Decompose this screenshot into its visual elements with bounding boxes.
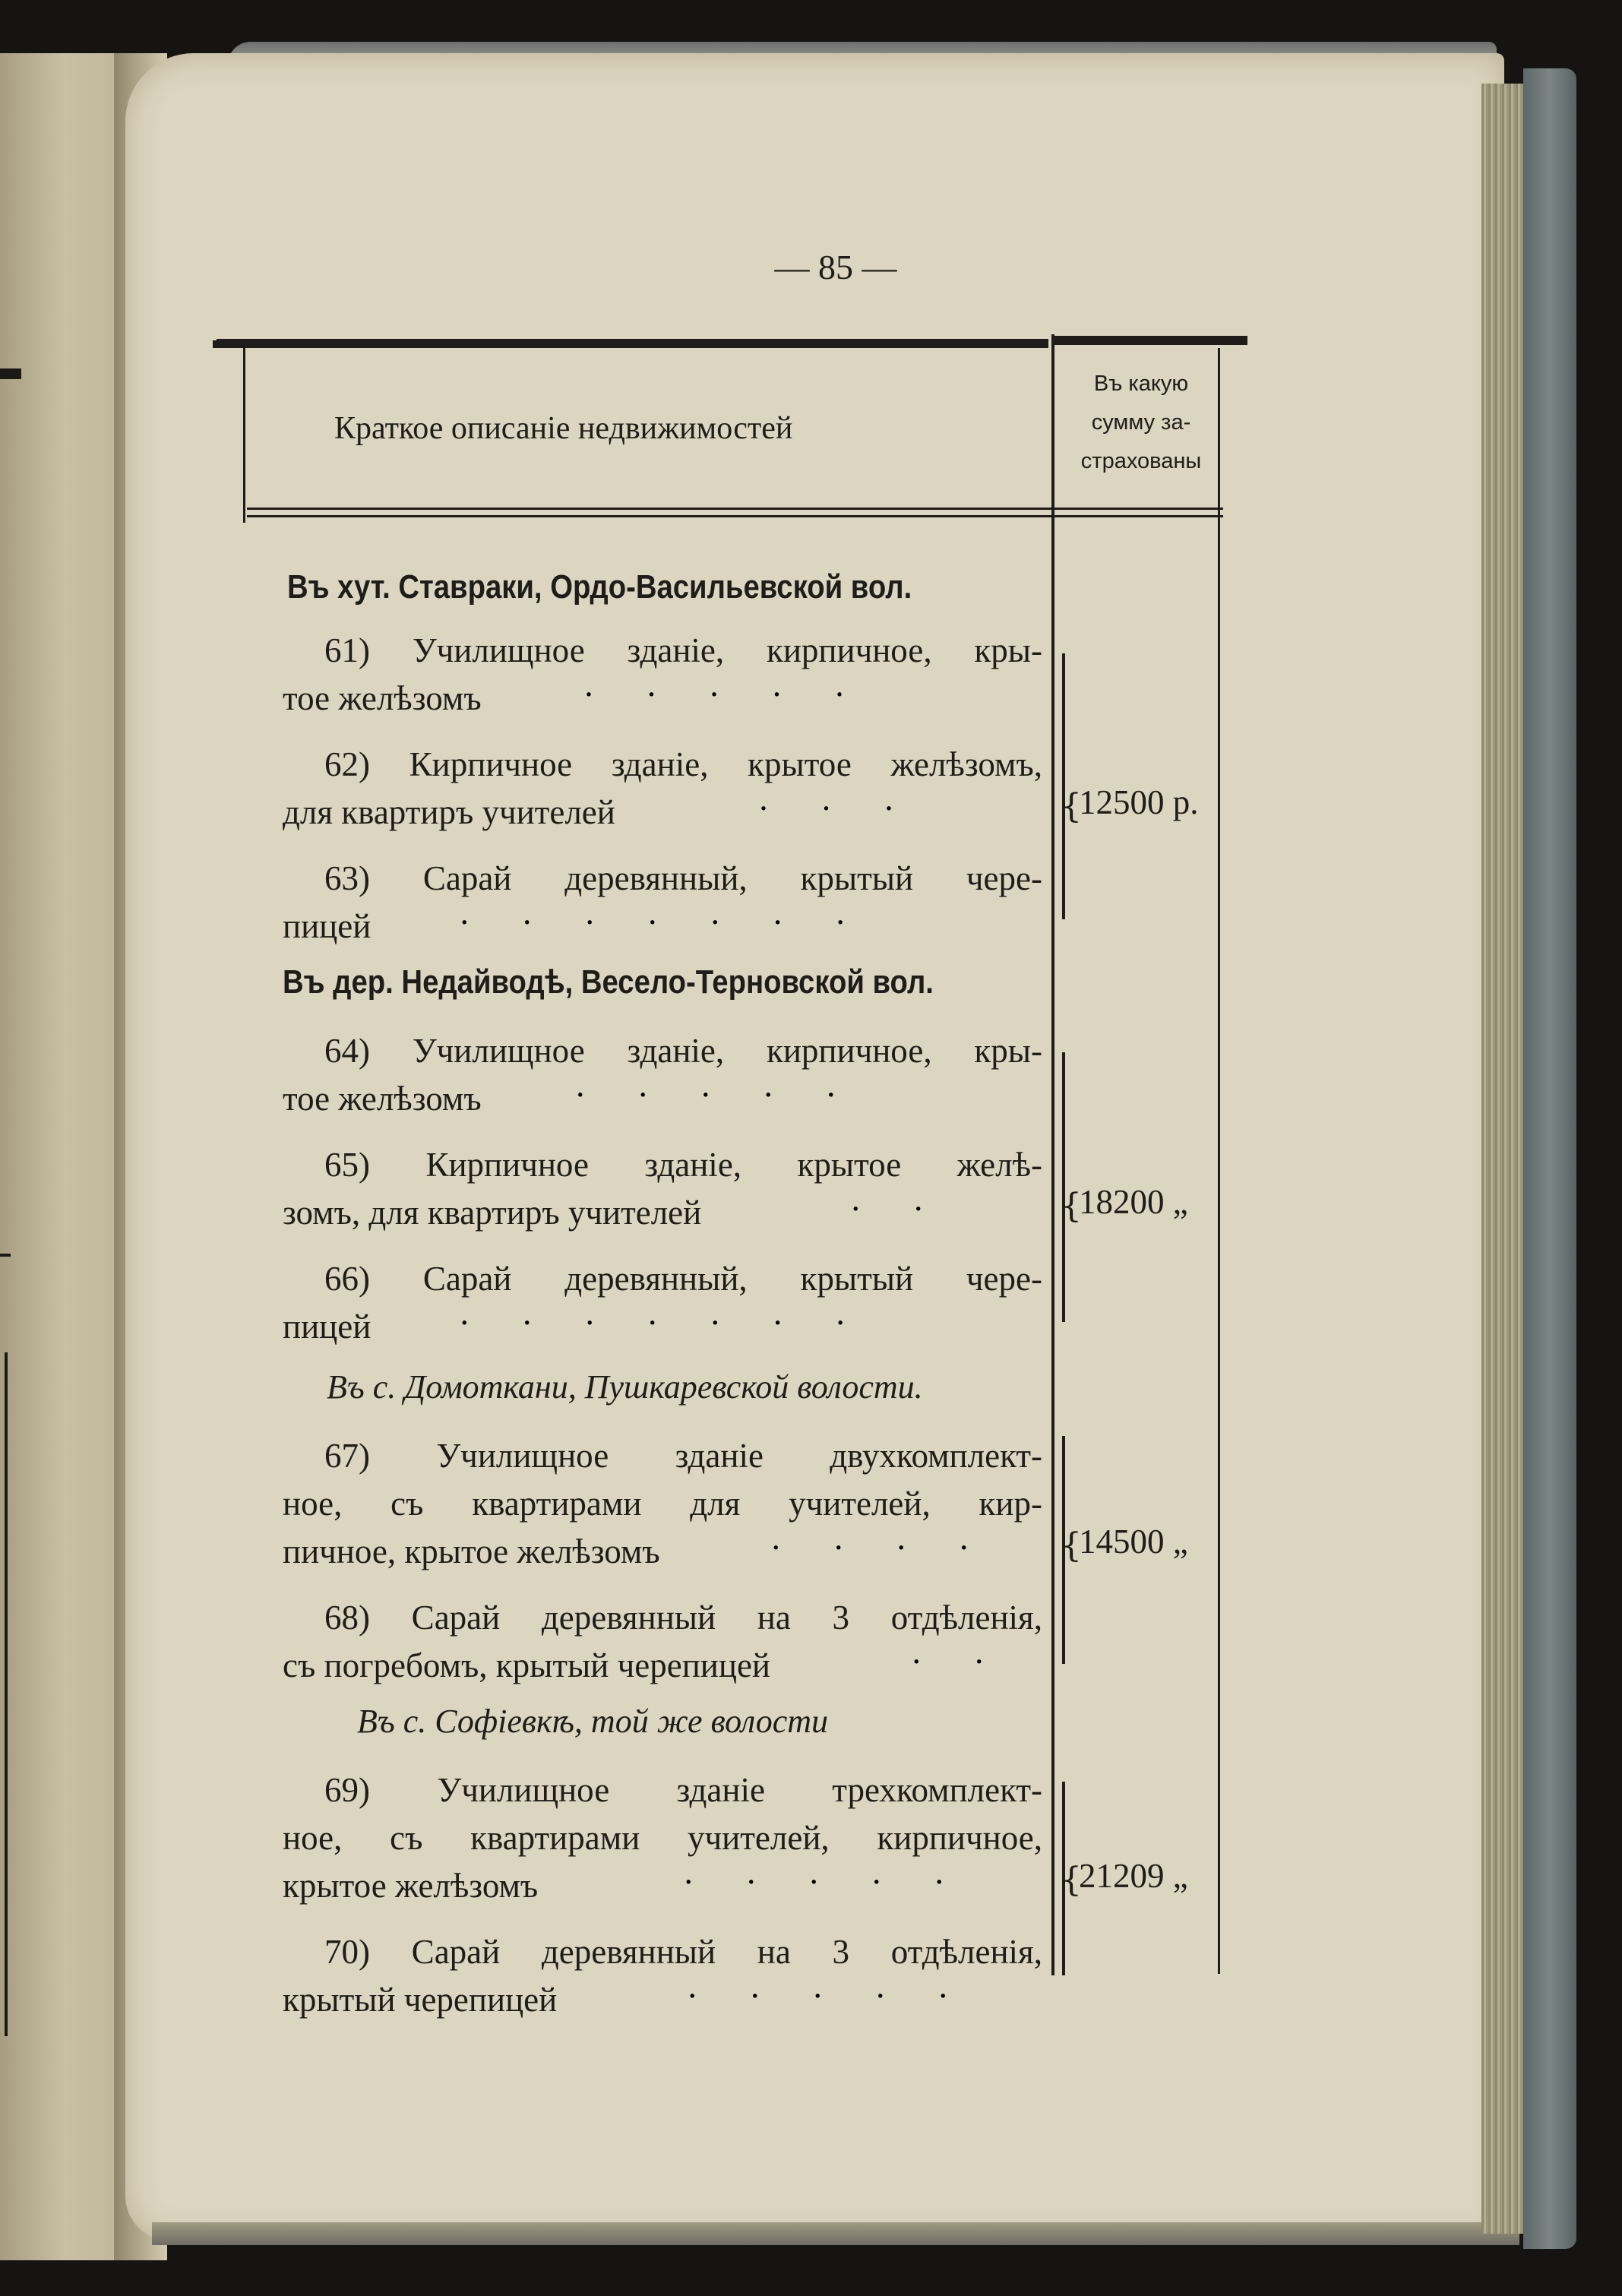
entry-67 (283, 1432, 1042, 1528)
leader-dots: · · (824, 1190, 925, 1228)
column-header-amount (1058, 365, 1225, 481)
leader-dots: · · · · · (566, 1076, 837, 1114)
brace-point: { (1061, 1526, 1082, 1565)
leader-dots: · · · · (745, 1529, 970, 1567)
entry-line: ное, съ квартирами для учителей, кир- (283, 1485, 1042, 1523)
book-cover (1523, 68, 1576, 2249)
section-heading: Въ с. Софіевкѣ, той же волости (357, 1703, 829, 1740)
section-heading: Въ хут. Ставраки, Ордо-Васильевской вол. (287, 568, 912, 606)
entry-line: 65) Кирпичное зданіе, крытое желѣ- (324, 1146, 1042, 1184)
table-top-rule (1053, 336, 1247, 345)
entry-62-line2: для квартиръ учителей (283, 793, 615, 831)
leader-dots: · · · · · (657, 1863, 945, 1901)
column-header-description: Краткое описаніе недвижимостей (334, 411, 793, 446)
entry-line: 70) Сарай деревянный на 3 отдѣленія, (324, 1933, 1042, 1971)
amount-value: 12500 р. (1079, 783, 1199, 821)
entry-65 (283, 1141, 1042, 1189)
amount-value: 14500 „ (1079, 1523, 1188, 1561)
header-bottom-rule (247, 508, 1223, 510)
entry-line: 61) Училищное зданіе, кирпичное, кры- (324, 631, 1042, 669)
entry-63 (283, 855, 1042, 903)
page-bottom-edge (152, 2222, 1519, 2245)
entry-61-line2: тое желѣзомъ (283, 679, 482, 717)
brace-point: { (1061, 1861, 1082, 1899)
left-page-rule (0, 368, 21, 379)
amount-value: 18200 „ (1079, 1183, 1188, 1221)
section-heading: Въ дер. Недайводѣ, Весело-Терновской вол. (283, 963, 934, 1001)
entry-line: 68) Сарай деревянный на 3 отдѣленія, (324, 1599, 1042, 1637)
header-bottom-rule (247, 515, 1223, 517)
entry-65-line2: зомъ, для квартиръ учителей (283, 1194, 702, 1232)
entry-line: 66) Сарай деревянный, крытый чере- (324, 1260, 1042, 1298)
entry-63-line2: пицей (283, 907, 372, 945)
brace-point: { (1061, 1187, 1082, 1225)
entry-69 (283, 1766, 1042, 1862)
column-header-amount-line: Въ какую (1093, 372, 1189, 396)
leader-dots: · · · · · · · (433, 903, 846, 941)
leader-dots: · · · · · · · (433, 1304, 846, 1342)
entry-61 (283, 627, 1042, 675)
brace-line (1062, 653, 1065, 919)
left-page-rule (0, 1254, 11, 1257)
table-right-rule (1218, 348, 1220, 1974)
entry-66-line2: пицей (283, 1308, 372, 1346)
left-page-rule (5, 1352, 8, 2036)
entry-line: ное, съ квартирами учителей, кирпичное, (283, 1819, 1042, 1857)
leader-dots: · · · (741, 789, 895, 827)
entry-70 (283, 1928, 1042, 1976)
leader-dots: · · · · · (566, 675, 846, 713)
page-fore-edge (1481, 84, 1523, 2234)
amount-value: 21209 „ (1079, 1857, 1188, 1895)
entry-70-line2: крытый черепицей (283, 1981, 558, 2019)
column-divider (1051, 334, 1054, 1975)
entry-line: 62) Кирпичное зданіе, крытое желѣзомъ, (324, 745, 1042, 783)
brace-point: { (1061, 787, 1082, 826)
column-header-amount-line: страхованы (1080, 449, 1202, 473)
column-header-amount-line: сумму за- (1091, 410, 1191, 435)
entry-64 (283, 1027, 1042, 1075)
page-number: — 85 — (774, 248, 897, 286)
leader-dots: · · (885, 1643, 985, 1681)
section-heading: Въ с. Домоткани, Пушкаревской волости. (327, 1368, 923, 1406)
table-top-rule (213, 340, 1048, 348)
entry-line: 64) Училищное зданіе, кирпичное, кры- (324, 1032, 1042, 1070)
entry-62 (283, 741, 1042, 789)
entry-64-line2: тое желѣзомъ (283, 1080, 482, 1118)
entry-68-line2: съ погребомъ, крытый черепицей (283, 1646, 770, 1684)
entry-69-line3: крытое желѣзомъ (283, 1867, 539, 1905)
entry-66 (283, 1255, 1042, 1303)
table-top-rule (217, 339, 1048, 341)
entry-line: 67) Училищное зданіе двухкомплект- (324, 1437, 1042, 1475)
entry-line: 69) Училищное зданіе трехкомплект- (324, 1771, 1042, 1809)
entry-67-line3: пичное, крытое желѣзомъ (283, 1532, 660, 1570)
leader-dots: · · · · · (661, 1977, 949, 2015)
entry-line: 63) Сарай деревянный, крытый чере- (324, 859, 1042, 897)
table-left-rule (243, 348, 245, 523)
entry-68 (283, 1594, 1042, 1642)
